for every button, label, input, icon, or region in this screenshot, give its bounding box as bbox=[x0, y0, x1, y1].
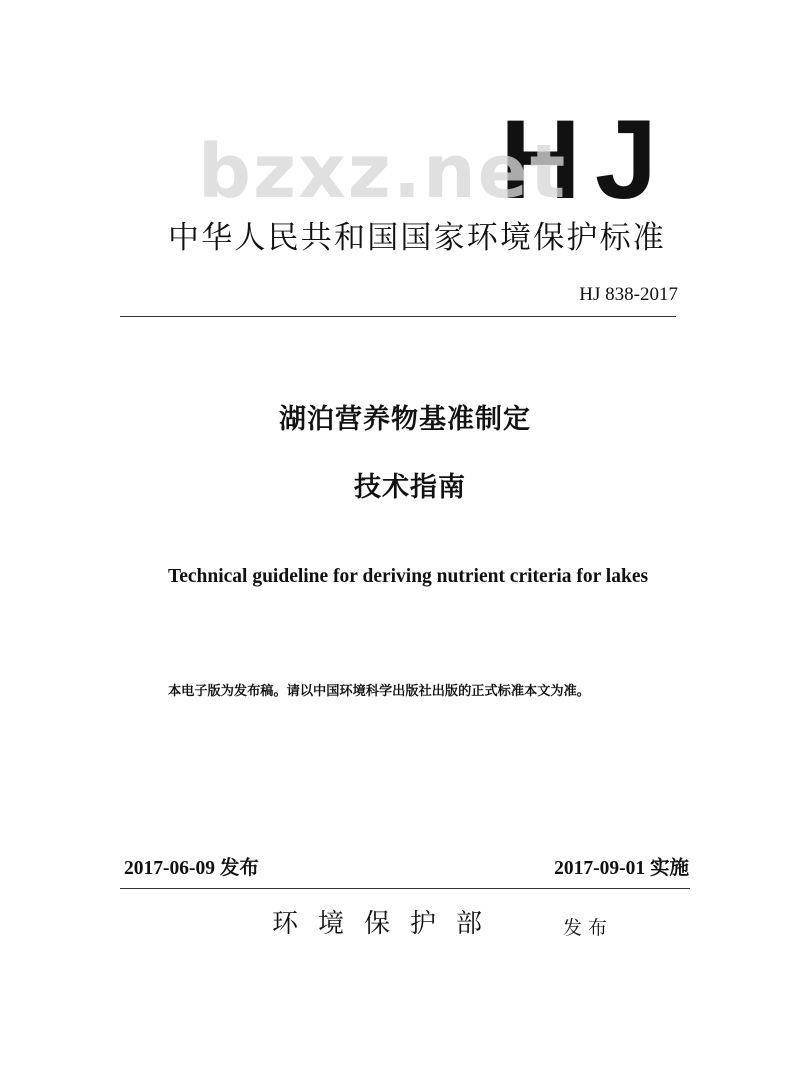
page-title-line2: 技术指南 bbox=[354, 472, 466, 503]
bottom-divider bbox=[120, 888, 690, 889]
watermark: bzxz.net bbox=[198, 129, 568, 215]
issuing-authority: 环境保护部 bbox=[272, 909, 503, 939]
edition-notice: 本电子版为发布稿。请以中国环境科学出版社出版的正式标准本文为准。 bbox=[168, 684, 590, 699]
page-title: 湖泊营养物基准制定 bbox=[279, 404, 531, 435]
english-title: Technical guideline for deriving nutrient criteria for lakes bbox=[168, 566, 649, 587]
standard-number: HJ 838-2017 bbox=[579, 284, 678, 305]
top-divider bbox=[120, 316, 676, 317]
issue-date: 2017-06-09 发布 bbox=[124, 858, 259, 879]
hj-logo: HJ bbox=[500, 97, 672, 222]
standard-category: 中华人民共和国国家环境保护标准 bbox=[168, 220, 666, 256]
issuing-action: 发布 bbox=[563, 917, 614, 939]
implementation-date: 2017-09-01 实施 bbox=[554, 858, 689, 879]
